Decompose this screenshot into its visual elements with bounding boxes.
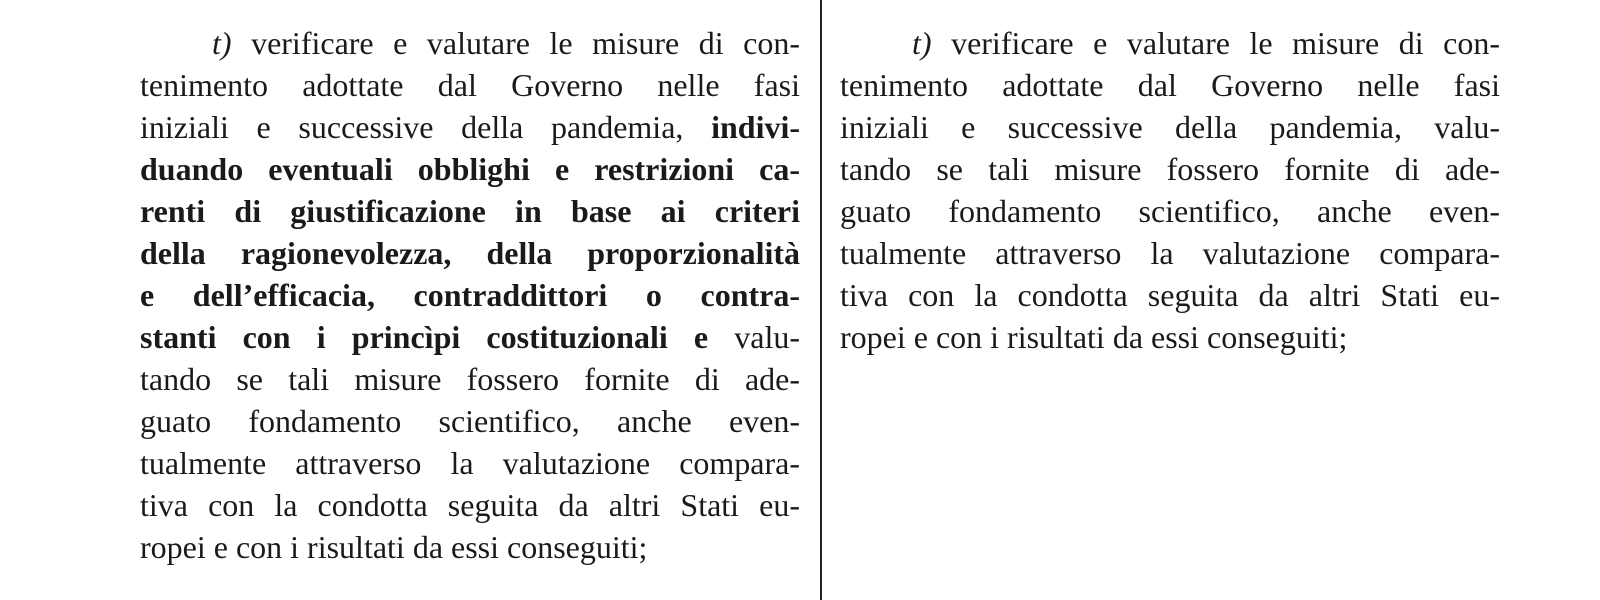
text-line: tenimento adottate dal Governo nelle fasi: [840, 67, 1500, 103]
bold-text-line: della ragionevolezza, della proporzionalità: [140, 235, 800, 271]
text-run: verificare e valutare le misure di con-: [231, 25, 800, 61]
text-line-last: ropei e con i risultati da essi conseguiti;: [840, 319, 1348, 355]
text-line: tando se tali misure fossero fornite di ade-: [840, 151, 1500, 187]
text-run: valu-: [708, 319, 801, 355]
column-divider: [820, 0, 822, 600]
bold-text-run: stanti con i princìpi costituzionali e: [140, 319, 709, 355]
left-column-text: [140, 22, 800, 568]
item-marker: t): [212, 25, 232, 61]
bold-text-line: duando eventuali obblighi e restrizioni ca-: [140, 151, 800, 187]
text-run: iniziali e successive della pandemia,: [140, 109, 712, 145]
text-line: tando se tali misure fossero fornite di ade-: [140, 361, 800, 397]
text-line: tenimento adottate dal Governo nelle fasi: [140, 67, 800, 103]
text-run: verificare e valutare le misure di con-: [931, 25, 1500, 61]
text-line: tualmente attraverso la valutazione compara-: [140, 445, 800, 481]
text-line: tiva con la condotta seguita da altri Stati eu-: [140, 487, 800, 523]
text-line: tiva con la condotta seguita da altri Stati eu-: [840, 277, 1500, 313]
text-line: guato fondamento scientifico, anche even-: [140, 403, 800, 439]
text-line: [140, 106, 800, 148]
bold-text-line: renti di giustificazione in base ai criteri: [140, 193, 800, 229]
bold-text-line: e dell’efficacia, contraddittori o contra-: [140, 277, 800, 313]
text-line: tualmente attraverso la valutazione compara-: [840, 235, 1500, 271]
item-marker: t): [912, 25, 932, 61]
right-column-text: [840, 22, 1500, 358]
text-line: guato fondamento scientifico, anche even-: [840, 193, 1500, 229]
text-line-last: ropei e con i risultati da essi conseguiti;: [140, 529, 648, 565]
text-line: iniziali e successive della pandemia, valu-: [840, 109, 1500, 145]
text-line: [840, 22, 1500, 64]
text-line: [140, 22, 800, 64]
text-line: [140, 316, 800, 358]
bold-text-run: indivi-: [711, 109, 800, 145]
